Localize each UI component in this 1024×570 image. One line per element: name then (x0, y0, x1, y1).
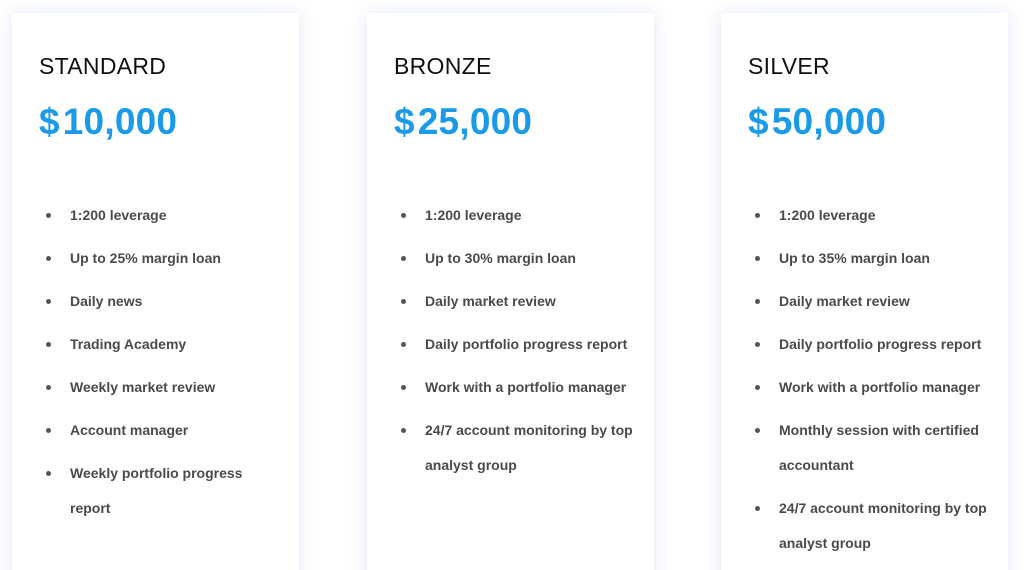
feature-item: Daily portfolio progress report (752, 327, 990, 362)
feature-item: Work with a portfolio manager (398, 370, 636, 405)
feature-item: Up to 35% margin loan (752, 241, 990, 276)
feature-item: 1:200 leverage (398, 198, 636, 233)
feature-item: Up to 30% margin loan (398, 241, 636, 276)
price-amount: 25,000 (417, 101, 533, 142)
price-amount: 10,000 (62, 101, 178, 142)
currency-symbol: $ (39, 101, 60, 142)
feature-item: Weekly market review (43, 370, 281, 405)
feature-item: Account manager (43, 413, 281, 448)
currency-symbol: $ (748, 101, 769, 142)
plan-name: SILVER (748, 53, 830, 79)
plan-card-bronze (367, 13, 654, 570)
plan-price (394, 99, 532, 145)
feature-item: Work with a portfolio manager (752, 370, 990, 405)
feature-item: Weekly portfolio progress report (43, 456, 281, 526)
feature-item: 1:200 leverage (43, 198, 281, 233)
feature-item: Daily market review (398, 284, 636, 319)
plan-card-silver (721, 13, 1008, 570)
plan-price (748, 99, 886, 145)
feature-item: Up to 25% margin loan (43, 241, 281, 276)
feature-list (43, 198, 281, 534)
plan-name: BRONZE (394, 53, 492, 79)
price-amount: 50,000 (771, 101, 887, 142)
feature-item: Daily portfolio progress report (398, 327, 636, 362)
feature-item: 1:200 leverage (752, 198, 990, 233)
feature-item: 24/7 account monitoring by top analyst group (398, 413, 636, 483)
currency-symbol: $ (394, 101, 415, 142)
feature-item: Monthly session with certified accountant (752, 413, 990, 483)
feature-item: Daily news (43, 284, 281, 319)
feature-item: 24/7 account monitoring by top analyst group (752, 491, 990, 561)
plan-card-standard (12, 13, 299, 570)
feature-list (398, 198, 636, 491)
feature-item: Daily market review (752, 284, 990, 319)
plan-name: STANDARD (39, 53, 167, 79)
feature-list (752, 198, 990, 569)
plan-price (39, 99, 177, 145)
feature-item: Trading Academy (43, 327, 281, 362)
